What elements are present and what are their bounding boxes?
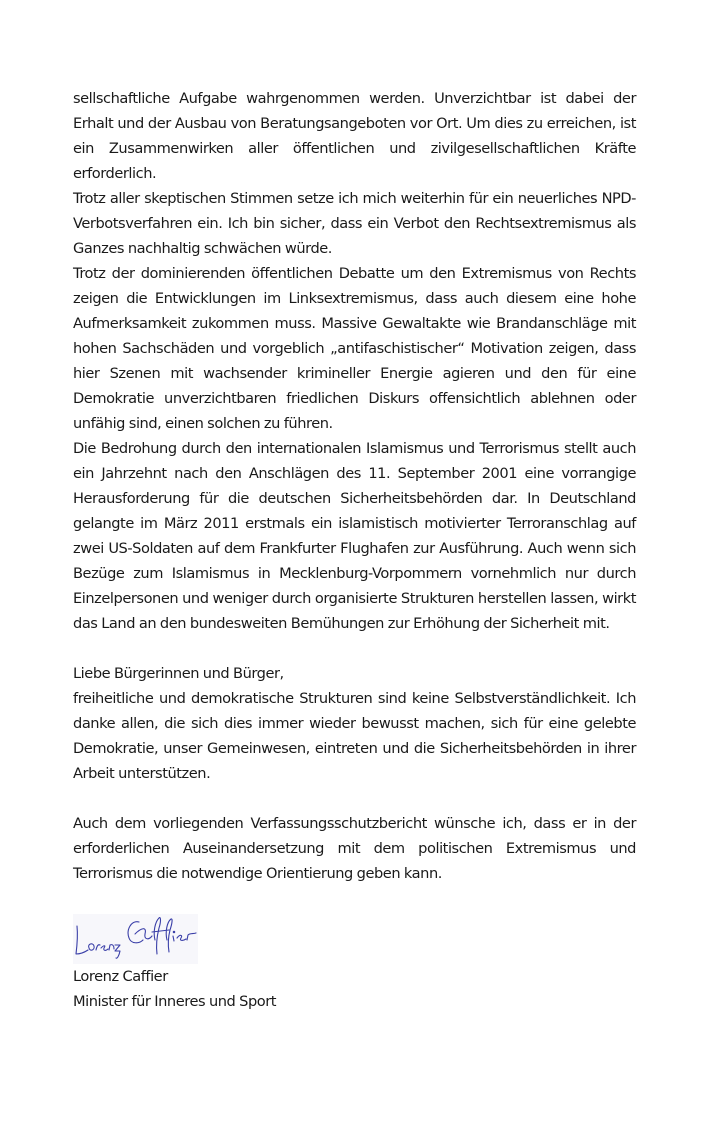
paragraph-1: sellschaftliche Aufgabe wahrgenommen werden. Unverzichtbar ist dabei der Erhalt und der Ausbau von Beratungsangeboten vor Ort. Um dies zu erreichen, ist ein Zusammenwirken aller öffentlichen und zivilgesellschaftlichen Kräfte erforderlich. — [73, 90, 636, 182]
signatory-name: Lorenz Caffier — [73, 968, 168, 985]
signatory-title: Minister für Inneres und Sport — [73, 993, 277, 1010]
salutation: Liebe Bürgerinnen und Bürger, — [73, 665, 284, 682]
handwritten-signature — [73, 914, 198, 964]
signature-block — [73, 964, 636, 1014]
paragraph-4: Die Bedrohung durch den internationalen Islamismus und Terrorismus stellt auch ein Jahrzehnt nach den Anschlägen des 11. September 2001 eine vorrangige Herausforderung für die deutschen Sicherheitsbehörden dar. In Deutschland gelangte im März 2011 erstmals ein islamistisch motivierter Terroranschlag auf zwei US-Soldaten auf dem Frankfurter Flughafen zur Ausführung. Auch wenn sich Bezüge zum Islamismus in Mecklenburg-Vorpommern vornehmlich nur durch Einzelpersonen und weniger durch organisierte Strukturen herstellen lassen, wirkt das Land an den bundesweiten Bemühungen zur Erhöhung der Sicherheit mit. — [73, 440, 636, 632]
paragraph-spacer — [73, 636, 636, 661]
paragraph-spacer — [73, 786, 636, 811]
document-page — [73, 86, 636, 1014]
closing-paragraph-2: Auch dem vorliegenden Verfassungsschutzbericht wünsche ich, dass er in der erforderlichen Auseinandersetzung mit dem politischen Extremismus und Terrorismus die notwendige Orientierung geben kann. — [73, 815, 636, 882]
paragraph-2: Trotz aller skeptischen Stimmen setze ich mich weiterhin für ein neuerliches NPD-Verbotsverfahren ein. Ich bin sicher, dass ein Verbot den Rechtsextremismus als Ganzes nachhaltig schwächen würde. — [73, 190, 636, 257]
closing-paragraph-1: freiheitliche und demokratische Strukturen sind keine Selbstverständlichkeit. Ich danke allen, die sich dies immer wieder bewusst machen, sich für eine gelebte Demokratie, unser Gemeinwesen, eintreten und die Sicherheitsbehörden in ihrer Arbeit unterstützen. — [73, 690, 636, 782]
paragraph-3: Trotz der dominierenden öffentlichen Debatte um den Extremismus von Rechts zeigen die Entwicklungen im Linksextremismus, dass auch diesem eine hohe Aufmerksamkeit zukommen muss. Massive Gewaltakte wie Brandanschläge mit hohen Sachschäden und vorgeblich „antifaschistischer“ Motivation zeigen, dass hier Szenen mit wachsender krimineller Energie agieren und den für eine Demokratie unverzichtbaren friedlichen Diskurs offensichtlich ablehnen oder unfähig sind, einen solchen zu führen. — [73, 265, 636, 432]
